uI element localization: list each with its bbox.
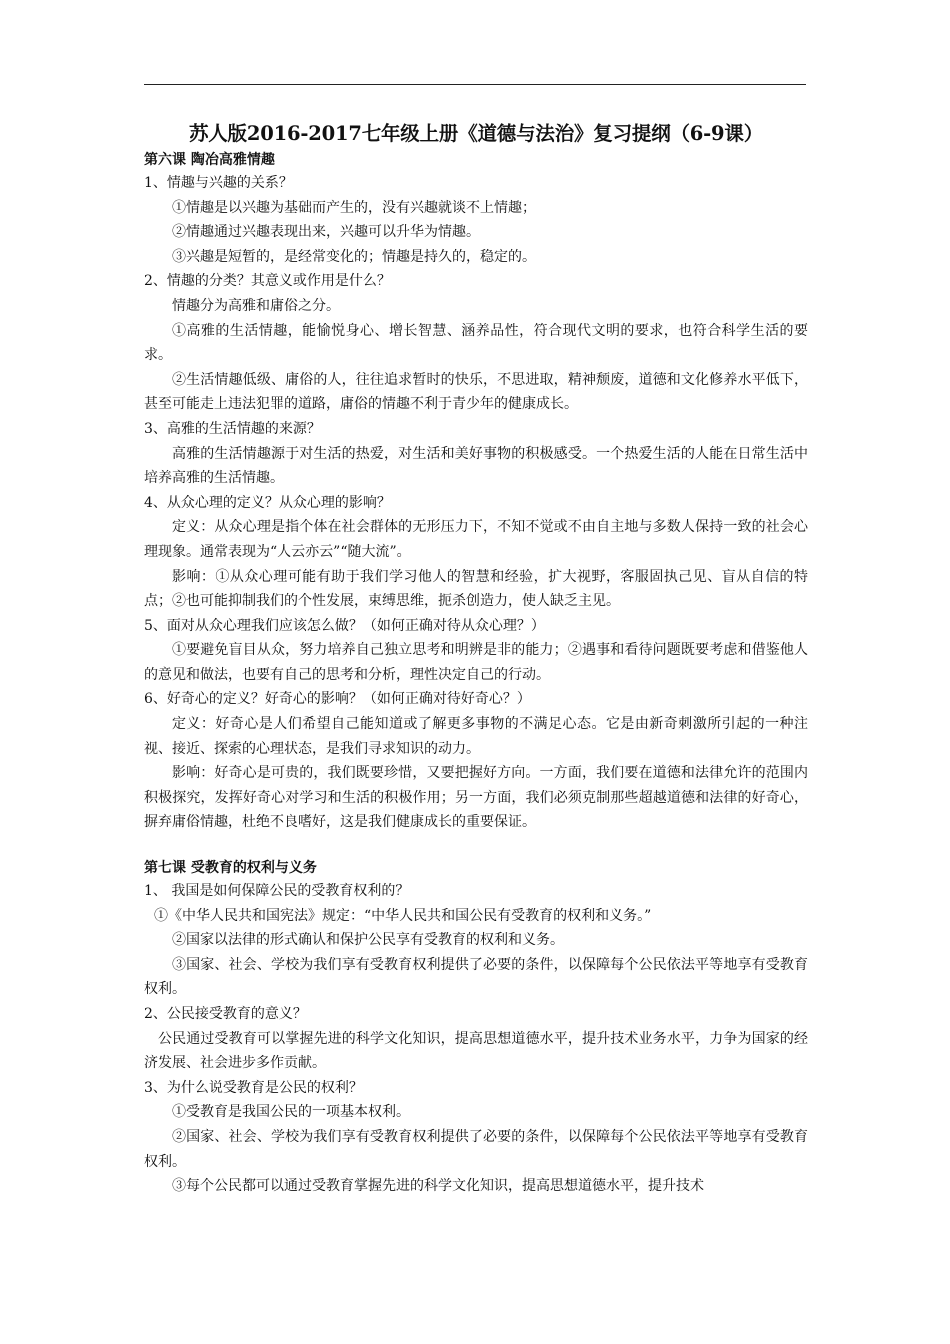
document-body: [144, 119, 808, 1199]
answer-item: 定义：好奇心是人们希望自己能知道或了解更多事物的不满足心态。它是由新奇刺激所引起的一种注视、接近、探索的心理状态，是我们寻求知识的动力。: [144, 716, 808, 757]
document-title: 苏人版2016-2017七年级上册《道德与法治》复习提纲（6-9课）: [188, 122, 764, 145]
answer-item: ①《中华人民共和国宪法》规定：“中华人民共和国公民有受教育的权利和义务。”: [154, 907, 652, 924]
answer-item: ②生活情趣低级、庸俗的人，往往追求暂时的快乐，不思进取，精神颓废，道德和文化修养水平低下，甚至可能走上违法犯罪的道路，庸俗的情趣不利于青少年的健康成长。: [144, 371, 808, 413]
answer-item: 情趣分为高雅和庸俗之分。: [172, 297, 340, 314]
answer-item: ③兴趣是短暂的，是经常变化的；情趣是持久的，稳定的。: [172, 248, 536, 265]
question: 4、从众心理的定义？从众心理的影响？: [144, 494, 391, 511]
lesson-6-heading: 第六课 陶冶高雅情趣: [144, 152, 275, 168]
question: 1、 我国是如何保障公民的受教育权利的？: [144, 883, 410, 900]
answer-item: 高雅的生活情趣源于对生活的热爱，对生活和美好事物的积极感受。一个热爱生活的人能在日常生活中培养高雅的生活情趣。: [144, 445, 808, 487]
answer-item: ①要避免盲目从众，努力培养自己独立思考和明辨是非的能力；②遇事和看待问题既要考虑和借鉴他人的意见和做法，也要有自己的思考和分析，理性决定自己的行动。: [144, 642, 808, 683]
answer-item: 影响：①从众心理可能有助于我们学习他人的智慧和经验，扩大视野，客服固执己见、盲从自信的特点；②也可能抑制我们的个性发展，束缚思维，扼杀创造力，使人缺乏主见。: [144, 568, 808, 610]
answer-item: ①情趣是以兴趣为基础而产生的，没有兴趣就谈不上情趣；: [172, 199, 536, 216]
question: 2、情趣的分类？其意义或作用是什么？: [144, 273, 391, 290]
answer-item: ②国家以法律的形式确认和保护公民享有受教育的权利和义务。: [172, 932, 564, 949]
answer-item: ③国家、社会、学校为我们享有受教育权利提供了必要的条件，以保障每个公民依法平等地享有受教育权利。: [144, 956, 808, 998]
answer-item: 定义：从众心理是指个体在社会群体的无形压力下，不知不觉或不由自主地与多数人保持一致的社会心理现象。通常表现为“人云亦云”“随大流”。: [144, 519, 808, 560]
answer-item: ①受教育是我国公民的一项基本权利。: [172, 1104, 410, 1121]
section-spacer: [144, 835, 808, 857]
question: 3、高雅的生活情趣的来源？: [144, 420, 321, 437]
question: 3、为什么说受教育是公民的权利？: [144, 1079, 363, 1096]
answer-item: ②情趣通过兴趣表现出来，兴趣可以升华为情趣。: [172, 224, 480, 241]
answer-item: ②国家、社会、学校为我们享有受教育权利提供了必要的条件，以保障每个公民依法平等地享有受教育权利。: [144, 1128, 808, 1170]
answer-item: 公民通过受教育可以掌握先进的科学文化知识，提高思想道德水平，提升技术业务水平，力争为国家的经济发展、社会进步多作贡献。: [144, 1030, 808, 1072]
lesson-7-heading: 第七课 受教育的权利与义务: [144, 860, 317, 877]
answer-item: ①高雅的生活情趣，能愉悦身心、增长智慧、涵养品性，符合现代文明的要求，也符合科学生活的要求。: [144, 322, 808, 364]
question: 1、情趣与兴趣的关系？: [144, 175, 293, 191]
answer-item: ③每个公民都可以通过受教育掌握先进的科学文化知识，提高思想道德水平，提升技术: [172, 1178, 704, 1195]
question: 2、公民接受教育的意义？: [144, 1006, 307, 1022]
question: 6、好奇心的定义？好奇心的影响？（如何正确对待好奇心？）: [144, 691, 531, 708]
answer-item: 影响：好奇心是可贵的，我们既要珍惜，又要把握好方向。一方面，我们要在道德和法律允许的范围内积极探究，发挥好奇心对学习和生活的积极作用；另一方面，我们必须克制那些超越道德和法律的好奇心，摒弃庸俗情趣，杜绝不良嗜好，这是我们健康成长的重要保证。: [144, 765, 808, 831]
header-rule: [144, 84, 806, 85]
question: 5、面对从众心理我们应该怎么做？（如何正确对待从众心理？）: [144, 617, 545, 634]
